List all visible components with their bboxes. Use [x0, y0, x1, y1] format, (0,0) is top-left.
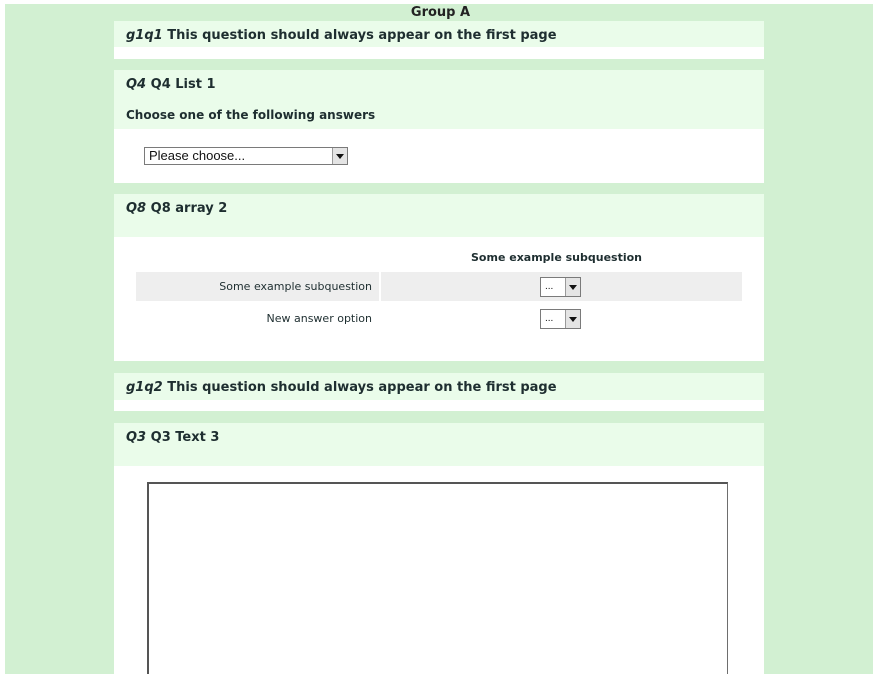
question-title [126, 70, 752, 93]
question-q3 [114, 423, 764, 674]
array-row-label: Some example subquestion [219, 280, 372, 293]
question-q8 [114, 194, 764, 361]
question-title [126, 373, 752, 396]
question-help: Choose one of the following answers [126, 108, 376, 122]
question-code: Q8 [126, 201, 147, 216]
array-column-header: Some example subquestion [471, 251, 642, 264]
question-title [126, 21, 752, 44]
chevron-down-icon[interactable] [332, 148, 347, 164]
question-header [114, 21, 764, 47]
text-answer-area[interactable] [147, 482, 728, 674]
list-dropdown[interactable] [144, 147, 348, 165]
top-border [0, 0, 881, 4]
dropdown-value: ... [545, 281, 554, 292]
question-title [126, 423, 752, 446]
chevron-down-icon[interactable] [565, 278, 580, 296]
question-g1q2 [114, 373, 764, 411]
array-row-dropdown[interactable] [540, 277, 581, 297]
question-text: Q4 List 1 [150, 77, 216, 92]
question-code: Q3 [126, 430, 147, 445]
question-text: Q8 array 2 [150, 201, 228, 216]
question-text: This question should always appear on the first page [167, 28, 557, 43]
question-code: Q4 [126, 77, 147, 92]
dropdown-value: ... [545, 313, 554, 324]
question-text: This question should always appear on the first page [167, 380, 557, 395]
question-header [114, 373, 764, 400]
question-code: g1q1 [126, 28, 163, 43]
chevron-down-icon[interactable] [565, 310, 580, 328]
question-header [114, 70, 764, 129]
array-row-divider [379, 272, 381, 301]
question-q4 [114, 70, 764, 183]
question-g1q1 [114, 21, 764, 59]
group-title: Group A [410, 5, 471, 20]
question-header [114, 423, 764, 466]
question-code: g1q2 [126, 380, 163, 395]
question-text: Q3 Text 3 [150, 430, 220, 445]
dropdown-value: Please choose... [149, 148, 246, 163]
array-row-label: New answer option [266, 312, 372, 325]
question-header [114, 194, 764, 237]
array-row-dropdown[interactable] [540, 309, 581, 329]
question-title [126, 194, 752, 217]
